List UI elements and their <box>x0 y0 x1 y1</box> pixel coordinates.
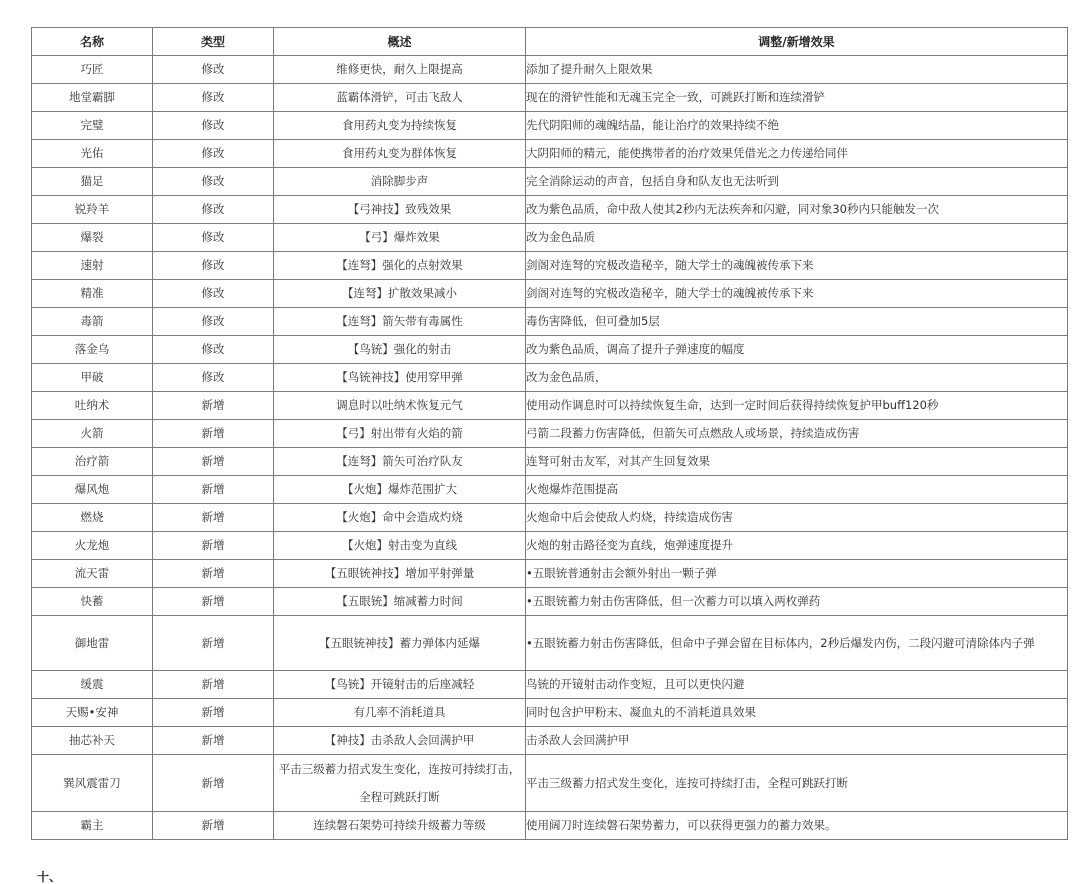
cell-name: 巧匠 <box>32 56 153 84</box>
cell-type: 新增 <box>153 727 274 755</box>
table-row <box>32 168 1068 196</box>
cell-effect: 完全消除运动的声音，包括自身和队友也无法听到 <box>526 168 1068 196</box>
cell-name: 火龙炮 <box>32 532 153 560</box>
cell-effect: 改为金色品质 <box>526 224 1068 252</box>
cell-summary: 连续磐石架势可持续升级蓄力等级 <box>274 812 526 840</box>
cell-name: 甲破 <box>32 364 153 392</box>
cell-effect: 添加了提升耐久上限效果 <box>526 56 1068 84</box>
cell-type: 修改 <box>153 140 274 168</box>
table-row <box>32 476 1068 504</box>
cell-name: 燃烧 <box>32 504 153 532</box>
cell-effect: 改为金色品质， <box>526 364 1068 392</box>
cell-effect: 先代阴阳师的魂魄结晶，能让治疗的效果持续不绝 <box>526 112 1068 140</box>
table-row <box>32 420 1068 448</box>
cell-name: 毒箭 <box>32 308 153 336</box>
cell-summary: 【弓】爆炸效果 <box>274 224 526 252</box>
cell-name: 治疗箭 <box>32 448 153 476</box>
cell-type: 修改 <box>153 168 274 196</box>
cell-summary: 【鸟铳】强化的射击 <box>274 336 526 364</box>
cell-effect: 剑阁对连弩的究极改造秘辛，随大学士的魂魄被传承下来 <box>526 280 1068 308</box>
cell-effect: 现在的滑铲性能和无魂玉完全一致，可跳跃打断和连续滑铲 <box>526 84 1068 112</box>
cell-summary: 【鸟铳神技】使用穿甲弹 <box>274 364 526 392</box>
cell-summary: 【连弩】强化的点射效果 <box>274 252 526 280</box>
cell-summary: 【火炮】爆炸范围扩大 <box>274 476 526 504</box>
table-row <box>32 308 1068 336</box>
cell-effect: 使用动作调息时可以持续恢复生命，达到一定时间后获得持续恢复护甲buff120秒 <box>526 392 1068 420</box>
cell-type: 修改 <box>153 56 274 84</box>
cell-type: 修改 <box>153 196 274 224</box>
cell-effect: •五眼铳蓄力射击伤害降低，但一次蓄力可以填入两枚弹药 <box>526 588 1068 616</box>
table-row <box>32 84 1068 112</box>
cell-effect: 使用阔刀时连续磐石架势蓄力，可以获得更强力的蓄力效果。 <box>526 812 1068 840</box>
cell-type: 新增 <box>153 448 274 476</box>
cell-type: 新增 <box>153 699 274 727</box>
table-row <box>32 755 1068 812</box>
cell-effect: 火炮爆炸范围提高 <box>526 476 1068 504</box>
table-row <box>32 532 1068 560</box>
table-row <box>32 196 1068 224</box>
cell-effect: 鸟铳的开镜射击动作变短，且可以更快闪避 <box>526 671 1068 699</box>
cell-effect: 改为紫色品质，命中敌人使其2秒内无法疾奔和闪避，同对象30秒内只能触发一次 <box>526 196 1068 224</box>
table-row <box>32 671 1068 699</box>
cell-summary: 【连弩】扩散效果减小 <box>274 280 526 308</box>
table-row <box>32 392 1068 420</box>
cell-summary: 平击三级蓄力招式发生变化，连按可持续打击，全程可跳跃打断 <box>274 755 526 812</box>
table-row <box>32 616 1068 671</box>
cell-type: 新增 <box>153 588 274 616</box>
table-row <box>32 812 1068 840</box>
table-row <box>32 112 1068 140</box>
table-row <box>32 140 1068 168</box>
cell-effect: 大阴阳师的精元，能使携带者的治疗效果凭借光之力传递给同伴 <box>526 140 1068 168</box>
cell-summary: 【五眼铳神技】蓄力弹体内延爆 <box>274 616 526 671</box>
cell-summary: 调息时以吐纳术恢复元气 <box>274 392 526 420</box>
cell-summary: 维修更快，耐久上限提高 <box>274 56 526 84</box>
cell-summary: 【连弩】箭矢带有毒属性 <box>274 308 526 336</box>
cell-name: 地堂霸脚 <box>32 84 153 112</box>
cell-type: 修改 <box>153 280 274 308</box>
cell-type: 新增 <box>153 755 274 812</box>
cell-name: 巽风震雷刀 <box>32 755 153 812</box>
cell-type: 新增 <box>153 392 274 420</box>
cell-effect: 击杀敌人会回满护甲 <box>526 727 1068 755</box>
cell-summary: 【鸟铳】开镜射击的后座减轻 <box>274 671 526 699</box>
cell-effect: 剑阁对连弩的究极改造秘辛，随大学士的魂魄被传承下来 <box>526 252 1068 280</box>
header-summary: 概述 <box>274 28 526 56</box>
cell-type: 新增 <box>153 812 274 840</box>
cell-effect: 弓箭二段蓄力伤害降低，但箭矢可点燃敌人或场景，持续造成伤害 <box>526 420 1068 448</box>
table-row <box>32 364 1068 392</box>
cell-name: 抽芯补天 <box>32 727 153 755</box>
cell-effect: 火炮的射击路径变为直线，炮弹速度提升 <box>526 532 1068 560</box>
cell-name: 完璧 <box>32 112 153 140</box>
cell-summary: 食用药丸变为持续恢复 <box>274 112 526 140</box>
header-type: 类型 <box>153 28 274 56</box>
cell-name: 精准 <box>32 280 153 308</box>
table-header-row <box>32 28 1068 56</box>
cell-effect: 同时包含护甲粉末、凝血丸的不消耗道具效果 <box>526 699 1068 727</box>
cell-name: 爆风炮 <box>32 476 153 504</box>
cell-type: 新增 <box>153 671 274 699</box>
next-section-heading: 十、 <box>37 870 62 884</box>
cell-type: 修改 <box>153 252 274 280</box>
cell-summary: 蓝霸体滑铲，可击飞敌人 <box>274 84 526 112</box>
cell-name: 落金乌 <box>32 336 153 364</box>
cell-name: 猫足 <box>32 168 153 196</box>
cell-summary: 【五眼铳神技】增加平射弹量 <box>274 560 526 588</box>
table-row <box>32 588 1068 616</box>
table-row <box>32 56 1068 84</box>
cell-name: 御地雷 <box>32 616 153 671</box>
cell-effect: 改为紫色品质，调高了提升子弹速度的幅度 <box>526 336 1068 364</box>
cell-effect: •五眼铳普通射击会额外射出一颗子弹 <box>526 560 1068 588</box>
table-row <box>32 504 1068 532</box>
cell-effect: •五眼铳蓄力射击伤害降低，但命中子弹会留在目标体内，2秒后爆发内伤，二段闪避可清除体内子弹 <box>526 616 1068 671</box>
cell-name: 霸主 <box>32 812 153 840</box>
cell-type: 修改 <box>153 364 274 392</box>
cell-summary: 【火炮】命中会造成灼烧 <box>274 504 526 532</box>
cell-summary: 消除脚步声 <box>274 168 526 196</box>
cell-name: 吐纳术 <box>32 392 153 420</box>
cell-name: 爆裂 <box>32 224 153 252</box>
cell-summary: 食用药丸变为群体恢复 <box>274 140 526 168</box>
cell-summary: 【火炮】射击变为直线 <box>274 532 526 560</box>
cell-type: 新增 <box>153 560 274 588</box>
cell-name: 流天雷 <box>32 560 153 588</box>
cell-name: 快蓄 <box>32 588 153 616</box>
header-name: 名称 <box>32 28 153 56</box>
cell-effect: 平击三级蓄力招式发生变化，连按可持续打击，全程可跳跃打断 <box>526 755 1068 812</box>
cell-type: 新增 <box>153 616 274 671</box>
table-row <box>32 699 1068 727</box>
cell-type: 修改 <box>153 84 274 112</box>
cell-name: 光佑 <box>32 140 153 168</box>
table-row <box>32 252 1068 280</box>
cell-type: 新增 <box>153 532 274 560</box>
cell-name: 天赐•安神 <box>32 699 153 727</box>
cell-summary: 有几率不消耗道具 <box>274 699 526 727</box>
table-body <box>32 56 1068 840</box>
table-row <box>32 448 1068 476</box>
cell-summary: 【弓】射出带有火焰的箭 <box>274 420 526 448</box>
cell-summary: 【连弩】箭矢可治疗队友 <box>274 448 526 476</box>
cell-effect: 连弩可射击友军，对其产生回复效果 <box>526 448 1068 476</box>
cell-name: 锐羚羊 <box>32 196 153 224</box>
cell-effect: 火炮命中后会使敌人灼烧，持续造成伤害 <box>526 504 1068 532</box>
cell-effect: 毒伤害降低，但可叠加5层 <box>526 308 1068 336</box>
cell-summary: 【五眼铳】缩减蓄力时间 <box>274 588 526 616</box>
effects-table <box>31 27 1068 840</box>
table-row <box>32 280 1068 308</box>
cell-type: 新增 <box>153 476 274 504</box>
cell-type: 修改 <box>153 112 274 140</box>
cell-name: 速射 <box>32 252 153 280</box>
cell-summary: 【神技】击杀敌人会回满护甲 <box>274 727 526 755</box>
table-row <box>32 727 1068 755</box>
cell-name: 火箭 <box>32 420 153 448</box>
cell-type: 修改 <box>153 336 274 364</box>
cell-type: 修改 <box>153 224 274 252</box>
cell-type: 新增 <box>153 504 274 532</box>
header-effect: 调整/新增效果 <box>526 28 1068 56</box>
cell-summary: 【弓神技】致残效果 <box>274 196 526 224</box>
table-row <box>32 560 1068 588</box>
cell-name: 缓震 <box>32 671 153 699</box>
cell-type: 修改 <box>153 308 274 336</box>
table-row <box>32 224 1068 252</box>
table-row <box>32 336 1068 364</box>
cell-type: 新增 <box>153 420 274 448</box>
